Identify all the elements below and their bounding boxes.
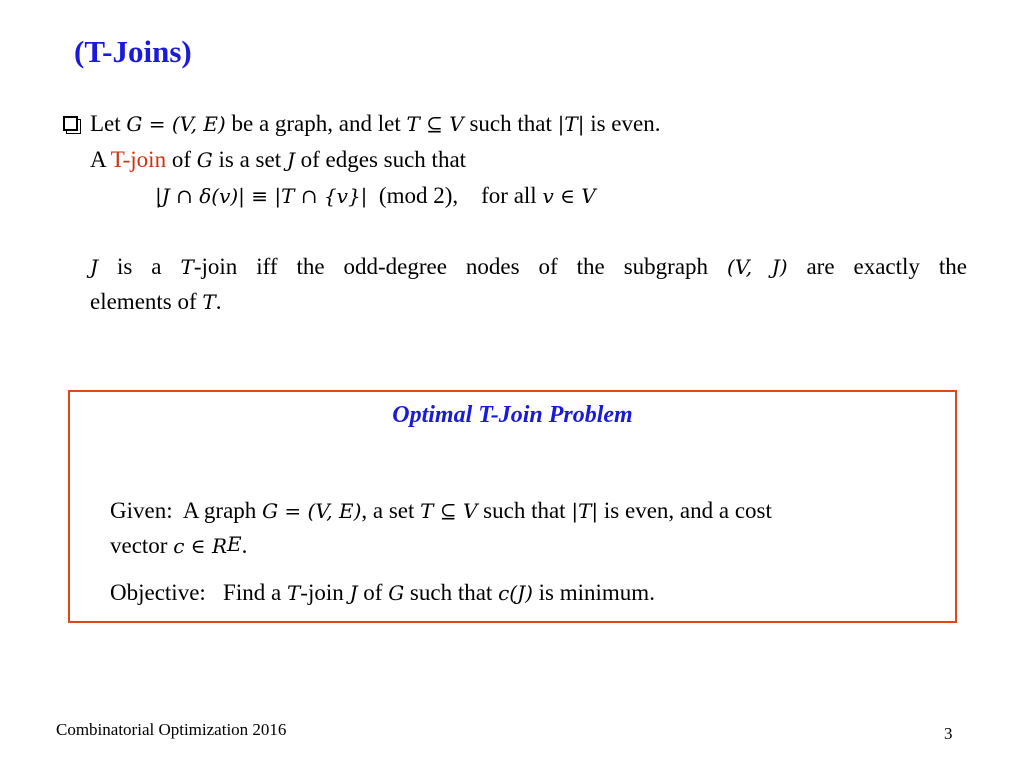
given-label: Given: (110, 498, 173, 523)
given-line-2: vector c ∈ $R^E$. (110, 532, 248, 558)
hollow-square-bullet-icon (63, 116, 78, 131)
math-subset: T ⊆ V (406, 112, 464, 136)
math-cardinality: |T| (557, 112, 585, 136)
definition-line-2: A T-join of G is a set J of edges such that (90, 147, 467, 172)
slide-title: (T-Joins) (74, 34, 192, 69)
problem-title: Optimal T-Join Problem (392, 402, 633, 428)
page-number: 3 (944, 724, 953, 743)
objective-label: Objective: (110, 580, 206, 605)
objective-line: Objective: Find a T-join J of G such that c(J) is minimum. (110, 580, 655, 605)
characterization-line-1: J is a T-join iff the odd-degree nodes of the subgraph (V, J) are exactly the (90, 254, 967, 279)
characterization-line-2: elements of T. (90, 289, 222, 314)
definition-formula: |J ∩ δ(v)| ≡ |T ∩ {v}| (mod 2), for all v ∈ V (155, 183, 596, 208)
given-line-1: Given: A graph G = (V, E), a set T ⊆ V such that |T| is even, and a cost (110, 498, 772, 523)
math-graph: G = (V, E) (126, 112, 226, 136)
parity-condition: |J ∩ δ(v)| ≡ |T ∩ {v}| (155, 184, 368, 208)
definition-line-1: Let G = (V, E) be a graph, and let T ⊆ V such that |T| is even. (90, 111, 661, 136)
t-join-term: T-join (110, 147, 167, 172)
footer-course: Combinatorial Optimization 2016 (56, 720, 287, 739)
